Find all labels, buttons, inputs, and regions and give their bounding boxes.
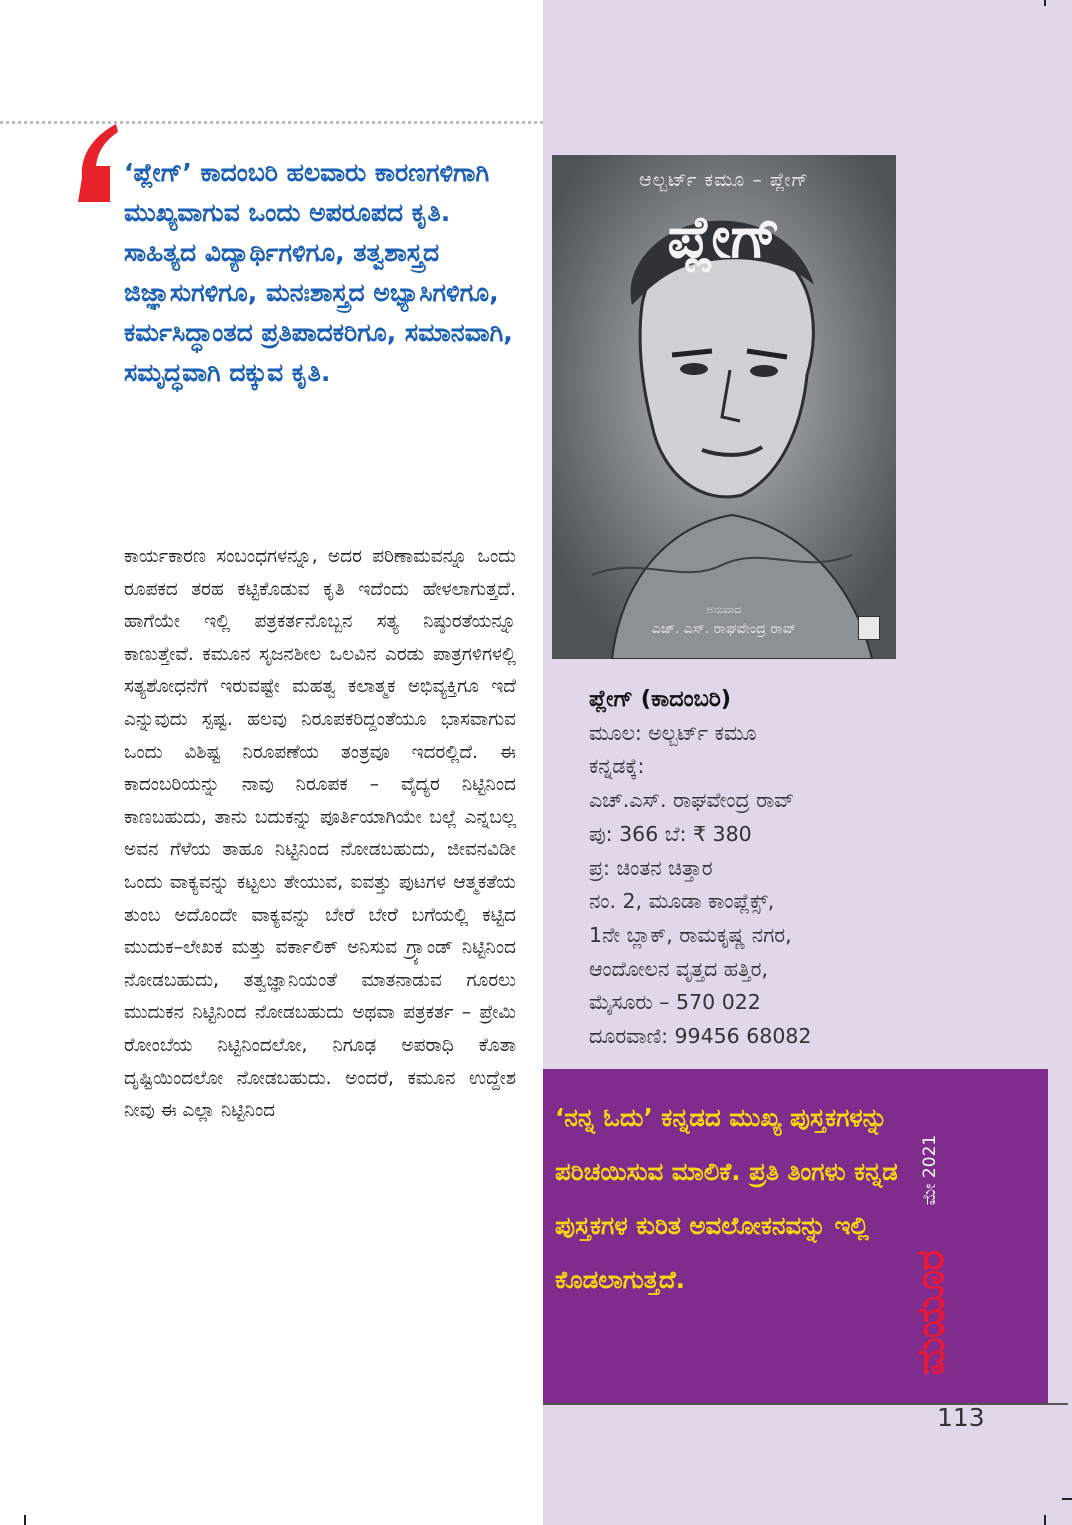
book-detail-line: ಮೈಸೂರು – 570 022	[589, 990, 761, 1015]
crop-mark-bottom-right	[1044, 1515, 1046, 1525]
article-body-text: ಕಾರ್ಯಕಾರಣ ಸಂಬಂಧಗಳನ್ನೂ, ಅದರ ಪರಿಣಾಮವನ್ನೂ ಒಂದು ರೂಪಕದ ತರಹ ಕಟ್ಟಿಕೊಡುವ ಕೃತಿ ಇದೆಂದು ಹೇಳಲಾಗುತ್ತದೆ. ಹಾಗೆಯೇ ಇಲ್ಲಿ ಪತ್ರಕರ್ತನೊಬ್ಬನ ಸತ್ಯ ನಿಷ್ಠುರತೆಯನ್ನೂ ಕಾಣುತ್ತೇವೆ. ಕಮೂನ ಸೃಜನಶೀಲ ಒಲವಿನ ಎರಡು ಪಾತ್ರಗಳಿಗಳಲ್ಲಿ ಸತ್ಯಶೋಧನೆಗೆ ಇರುವಷ್ಟೇ ಮಹತ್ವ ಕಲಾತ್ಮಕ ಅಭಿವ್ಯಕ್ತಿಗೂ ಇದೆ ಎನ್ನುವುದು ಸ್ಪಷ್ಟ. ಹಲವು ನಿರೂಪಕರಿದ್ದಂತೆಯೂ ಭಾಸವಾಗುವ ಒಂದು ವಿಶಿಷ್ಟ ನಿರೂಪಣೆಯ ತಂತ್ರವೂ ಇದರಲ್ಲಿದೆ. ಈ ಕಾದಂಬರಿಯನ್ನು ನಾವು ನಿರೂಪಕ – ವೈದ್ಯರ ನಿಟ್ಟಿನಿಂದ ಕಾಣಬಹುದು, ತಾನು ಬದುಕನ್ನು ಪೂರ್ತಿಯಾಗಿಯೇ ಬಲ್ಲೆ ಎನ್ನಬಲ್ಲ ಅವನ ಗೆಳೆಯ ತಾಹೂ ನಿಟ್ಟಿನಿಂದ ನೋಡಬಹುದು, ಜೀವನವಿಡೀ ಒಂದು ವಾಕ್ಯವನ್ನು ಕಟ್ಟಲು ತೇಯುವ, ಐವತ್ತು ಪುಟಗಳ ಆತ್ಮಕತೆಯ ತುಂಬ ಅದೊಂದೇ ವಾಕ್ಯವನ್ನು ಬೇರೆ ಬೇರೆ ಬಗೆಯಲ್ಲಿ ಕಟ್ಟಿದ ಮುದುಕ–ಲೇಖಕ ಮತ್ತು ವರ್ಕಾಲಿಕ್ ಅನಿಸುವ ಗ್ರ್ಯಾಂಡ್ ನಿಟ್ಟಿನಿಂದ ನೋಡಬಹುದು, ತತ್ವಜ್ಞಾನಿಯಂತೆ ಮಾತನಾಡುವ ಗೂರಲು ಮುದುಕನ ನಿಟ್ಟಿನಿಂದ ನೋಡಬಹುದು ಅಥವಾ ಪತ್ರಕರ್ತ – ಪ್ರೇಮಿ ರೋಂಬೆಯ ನಿಟ್ಟಿನಿಂದಲೋ, ನಿಗೂಢ ಅಪರಾಧಿ ಕೊತಾ ದೃಷ್ಟಿಯಿಂದಲೋ ನೋಡಬಹುದು. ಅಂದರೆ, ಕಮೂನ ಉದ್ದೇಶ ನೀವು ಈ ಎಲ್ಲಾ ನಿಟ್ಟಿನಿಂದ	[124, 546, 516, 1122]
book-detail-line: ನಂ. 2, ಮೂಡಾ ಕಾಂಪ್ಲೆಕ್ಸ್,	[589, 889, 775, 914]
magazine-name: ಮಯೂರ	[907, 1250, 954, 1376]
crop-mark-bottom-left	[24, 1515, 26, 1525]
page-number: 113	[937, 1403, 985, 1432]
issue-date	[920, 1120, 965, 1230]
book-detail-line: ಪು: 366 ಬೆ: ₹ 380	[589, 821, 752, 846]
cover-translator: ಎಚ್. ಎಸ್. ರಾಘವೇಂದ್ರ ರಾವ್	[651, 621, 797, 637]
footer-rule	[543, 1403, 1068, 1405]
cover-credit-label: ಅನುವಾದ	[706, 603, 742, 616]
issue-date-text: ಮೇ 2021	[920, 1134, 941, 1206]
crop-mark-right-edge	[1062, 1498, 1072, 1500]
book-detail-line: ದೂರವಾಣಿ: 99456 68082	[589, 1024, 812, 1049]
book-detail-line: ಮೂಲ: ಅಲ್ಬರ್ಟ್ ಕಮೂ	[589, 720, 757, 745]
book-cover-image	[552, 155, 896, 659]
pull-quote: ‘ಪ್ಲೇಗ್’ ಕಾದಂಬರಿ ಹಲವಾರು ಕಾರಣಗಳಿಗಾಗಿ ಮುಖ್ಯವಾಗುವ ಒಂದು ಅಪರೂಪದ ಕೃತಿ. ಸಾಹಿತ್ಯದ ವಿದ್ಯಾರ್ಥಿಗಳಿಗೂ, ತತ್ವಶಾಸ್ತ್ರದ ಜಿಜ್ಞಾಸುಗಳಿಗೂ, ಮನಃಶಾಸ್ತ್ರದ ಅಭ್ಯಾಸಿಗಳಿಗೂ, ಕರ್ಮಸಿದ್ಧಾಂತದ ಪ್ರತಿಪಾದಕರಿಗೂ, ಸಮಾನವಾಗಿ, ಸಮೃದ್ಧವಾಗಿ ದಕ್ಕುವ ಕೃತಿ.	[124, 158, 513, 387]
book-detail-line: ಎಚ್.ಎಸ್. ರಾಘವೇಂದ್ರ ರಾವ್	[589, 788, 795, 813]
book-details	[589, 683, 909, 1054]
book-detail-line: ಕನ್ನಡಕ್ಕೆ:	[589, 754, 645, 779]
book-detail-line: ಪ್ರ: ಚಿಂತನ ಚಿತ್ತಾರ	[589, 855, 713, 880]
crop-mark-top-right	[1044, 0, 1046, 6]
publisher-logo-icon	[858, 616, 880, 640]
book-title: ಪ್ಲೇಗ್ (ಕಾದಂಬರಿ)	[589, 686, 732, 712]
quote-mark-icon	[70, 120, 122, 210]
book-detail-line: 1ನೇ ಬ್ಲಾಕ್, ರಾಮಕೃಷ್ಣ ನಗರ,	[589, 922, 792, 947]
magazine-logo	[907, 1230, 974, 1390]
series-promo-text: ‘ನನ್ನ ಓದು’ ಕನ್ನಡದ ಮುಖ್ಯ ಪುಸ್ತಕಗಳನ್ನು ಪರಿಚಯಿಸುವ ಮಾಲಿಕೆ. ಪ್ರತಿ ತಿಂಗಳು ಕನ್ನಡ ಪುಸ್ತಕಗಳ ಕುರಿತ ಅವಲೋಕನವನ್ನು ಇಲ್ಲಿ ಕೊಡಲಾಗುತ್ತದೆ.	[555, 1103, 898, 1294]
cover-script-title: ಪ್ಲೇಗ್	[667, 203, 781, 271]
book-detail-line: ಆಂದೋಲನ ವೃತ್ತದ ಹತ್ತಿರ,	[589, 956, 768, 981]
cover-title: ಆಲ್ಬರ್ಟ್ ಕಮೂ – ಪ್ಲೇಗ್	[639, 169, 809, 191]
